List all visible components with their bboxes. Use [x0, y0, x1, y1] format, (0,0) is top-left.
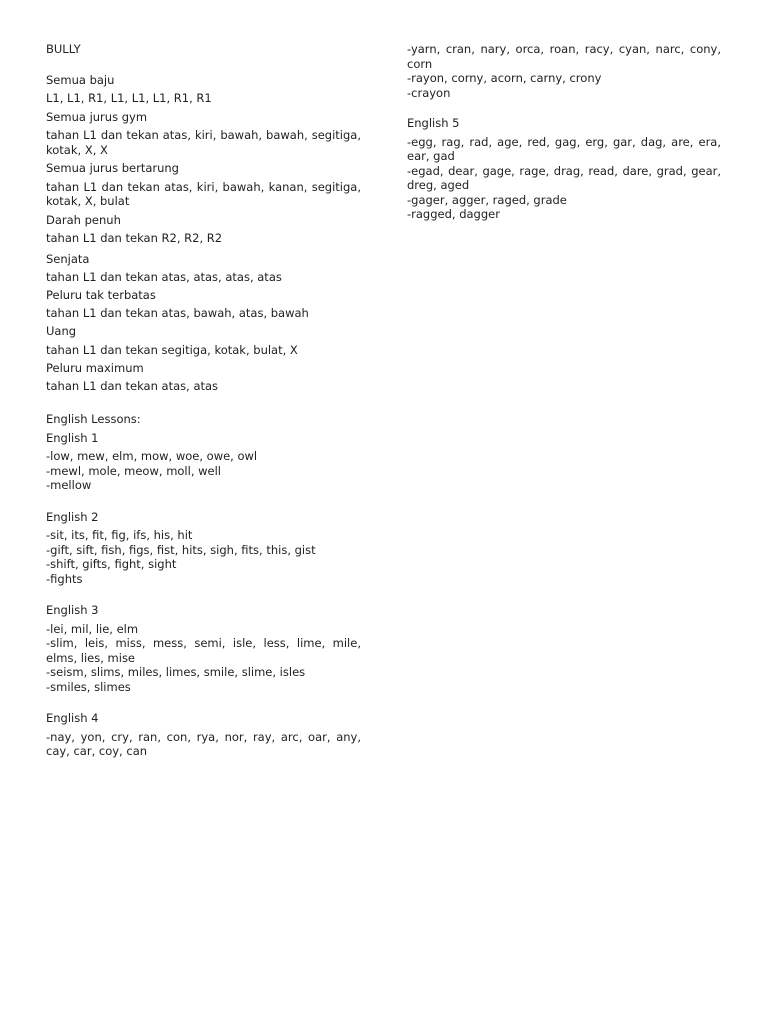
word-line: -rayon, corny, acorn, carny, crony	[407, 71, 602, 85]
english-4-heading: English 4	[46, 711, 99, 726]
section-heading-semua-jurus-bertarung: Semua jurus bertarung	[46, 161, 179, 175]
word-line: -shift, gifts, fight, sight	[46, 557, 177, 572]
left-column	[46, 42, 361, 759]
cheat-line: Uang	[46, 324, 77, 339]
code-darah-penuh: tahan L1 dan tekan R2, R2, R2	[46, 231, 223, 245]
english-lessons-heading: English Lessons:	[46, 412, 141, 427]
section-heading-semua-jurus-gym: Semua jurus gym	[46, 109, 148, 124]
english-2-words	[46, 528, 361, 586]
english-3-words	[46, 622, 361, 695]
code-semua-jurus-bertarung: tahan L1 dan tekan atas, kiri, bawah, kanan, segitiga, kotak, X, bulat	[46, 179, 361, 208]
word-line: -ragged, dagger	[407, 207, 500, 221]
word-line: -nay, yon, cry, ran, con, rya, nor, ray, arc, oar, any, cay, car, coy, can	[46, 729, 361, 759]
word-line: -seism, slims, miles, limes, smile, slime, isles	[46, 665, 306, 680]
english-1-words	[46, 449, 361, 493]
document-title: BULLY	[46, 42, 81, 56]
word-line: -gager, agger, raged, grade	[407, 192, 567, 207]
word-line: -yarn, cran, nary, orca, roan, racy, cyan, narc, cony, corn	[407, 42, 721, 71]
english-4-words	[46, 730, 361, 759]
cheat-line: Senjata	[46, 251, 90, 266]
word-line: -lei, mil, lie, elm	[46, 621, 139, 636]
english-3-heading: English 3	[46, 603, 99, 618]
cheat-line: Peluru maximum	[46, 360, 144, 375]
cheat-line: tahan L1 dan tekan segitiga, kotak, bulat, X	[46, 342, 298, 357]
word-line: -sit, its, fit, fig, ifs, his, hit	[46, 528, 193, 543]
word-line: -mellow	[46, 478, 92, 493]
cheat-list	[46, 250, 361, 396]
word-line: -slim, leis, miss, mess, semi, isle, less, lime, mile, elms, lies, mise	[46, 636, 361, 665]
english-5-heading: English 5	[407, 116, 460, 130]
word-line: -gift, sift, fish, figs, fist, hits, sigh, fits, this, gist	[46, 542, 316, 557]
cheat-line: tahan L1 dan tekan atas, atas, atas, atas	[46, 269, 282, 284]
cheat-line: tahan L1 dan tekan atas, bawah, atas, bawah	[46, 306, 309, 321]
code-semua-jurus-gym: tahan L1 dan tekan atas, kiri, bawah, bawah, segitiga, kotak, X, X	[46, 128, 361, 157]
english-1-heading: English 1	[46, 430, 99, 445]
english-5-words	[407, 135, 721, 222]
word-line: -low, mew, elm, mow, woe, owe, owl	[46, 449, 258, 464]
right-column	[407, 42, 721, 222]
english-2-heading: English 2	[46, 509, 99, 524]
english-4-words-continued	[407, 42, 721, 100]
word-line: -fights	[46, 571, 83, 586]
cheat-line: Peluru tak terbatas	[46, 287, 156, 302]
section-heading-semua-baju: Semua baju	[46, 72, 115, 87]
section-heading-darah-penuh: Darah penuh	[46, 212, 121, 227]
word-line: -egad, dear, gage, rage, drag, read, dare, grad, gear, dreg, aged	[407, 163, 721, 192]
word-line: -mewl, mole, meow, moll, well	[46, 463, 221, 478]
word-line: -egg, rag, rad, age, red, gag, erg, gar, dag, are, era, ear, gad	[407, 134, 721, 163]
word-line: -crayon	[407, 85, 451, 100]
cheat-line: tahan L1 dan tekan atas, atas	[46, 378, 219, 393]
code-semua-baju: L1, L1, R1, L1, L1, L1, R1, R1	[46, 91, 212, 105]
word-line: -smiles, slimes	[46, 679, 131, 694]
